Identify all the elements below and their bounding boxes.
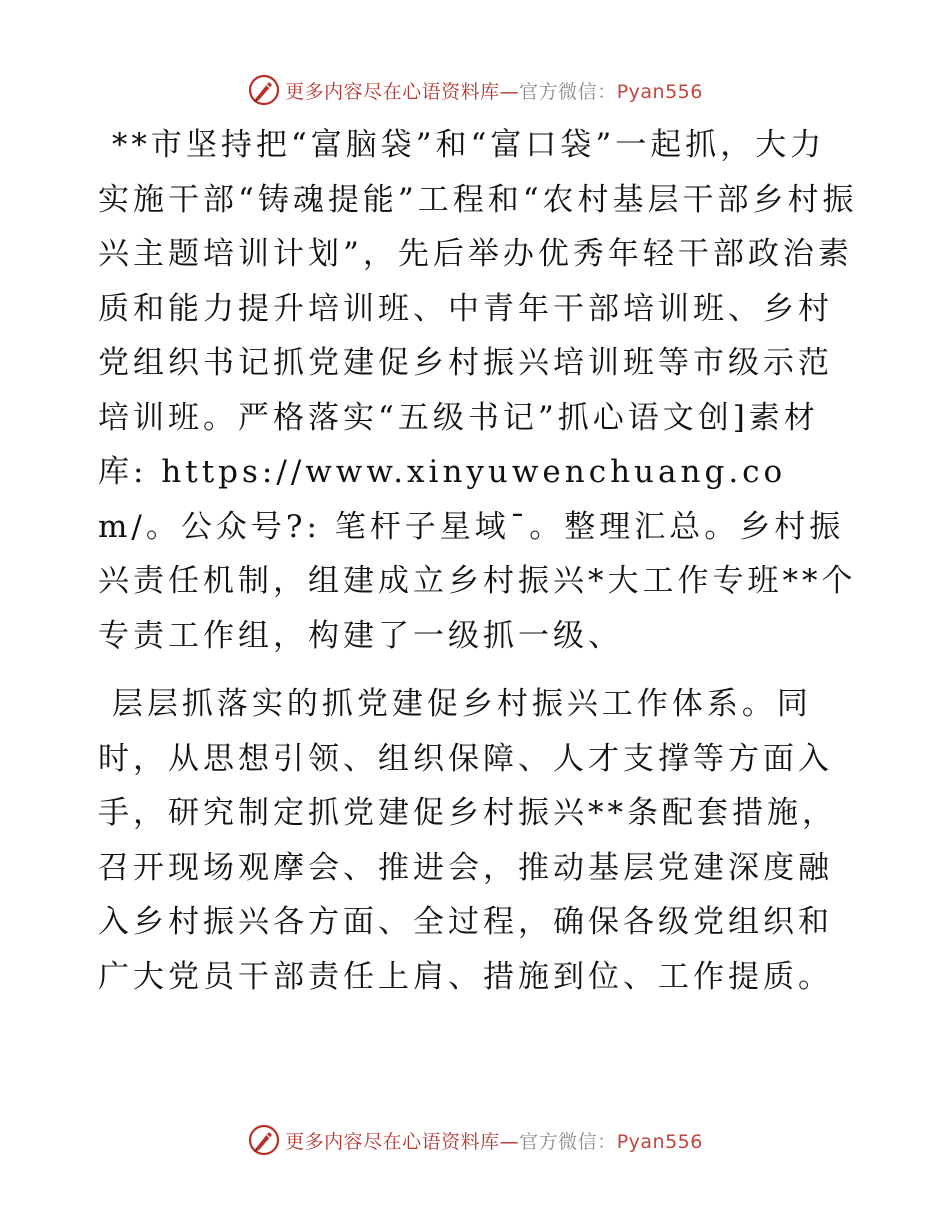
watermark-wechat-id: Pyan556 bbox=[616, 80, 703, 103]
watermark-dash: — bbox=[499, 1130, 520, 1153]
document-body bbox=[98, 118, 858, 1004]
watermark-text bbox=[285, 1127, 703, 1154]
footer-watermark bbox=[0, 1120, 950, 1160]
quill-pen-logo-icon bbox=[247, 1123, 281, 1157]
header-watermark bbox=[0, 70, 950, 110]
watermark-brand: 更多内容尽在心语资料库 bbox=[285, 1130, 500, 1153]
watermark-wechat-id: Pyan556 bbox=[616, 1130, 703, 1153]
watermark-brand: 更多内容尽在心语资料库 bbox=[285, 80, 500, 103]
watermark-dash: — bbox=[499, 80, 520, 103]
watermark-label: 官方微信： bbox=[519, 80, 617, 103]
quill-pen-logo-icon bbox=[247, 73, 281, 107]
watermark-label: 官方微信： bbox=[519, 1130, 617, 1153]
watermark-text bbox=[285, 77, 703, 104]
paragraph-2: 层层抓落实的抓党建促乡村振兴工作体系。同时，从思想引领、组织保障、人才支撑等方面入手，研究制定抓党建促乡村振兴**条配套措施，召开现场观摩会、推进会，推动基层党建深度融入乡村振兴各方面、全过程，确保各级党组织和广大党员干部责任上肩、措施到位、工作提质。 bbox=[98, 686, 837, 995]
paragraph-1: **市坚持把“富脑袋”和“富口袋”一起抓，大力实施干部“铸魂提能”工程和“农村基层干部乡村振兴主题培训计划”，先后举办优秀年轻干部政治素质和能力提升培训班、中青年干部培训班、乡村党组织书记抓党建促乡村振兴培训班等市级示范培训班。严格落实“五级书记”抓心语文创]素材库: https://www.xinyuwenchuang.com/。公众号?: 笔杆子星域¯。整理汇总。乡村振兴责任机制，组建成立乡村振兴*大工作专班**个专责工作组，构建了一级抓一级、 bbox=[98, 127, 858, 654]
